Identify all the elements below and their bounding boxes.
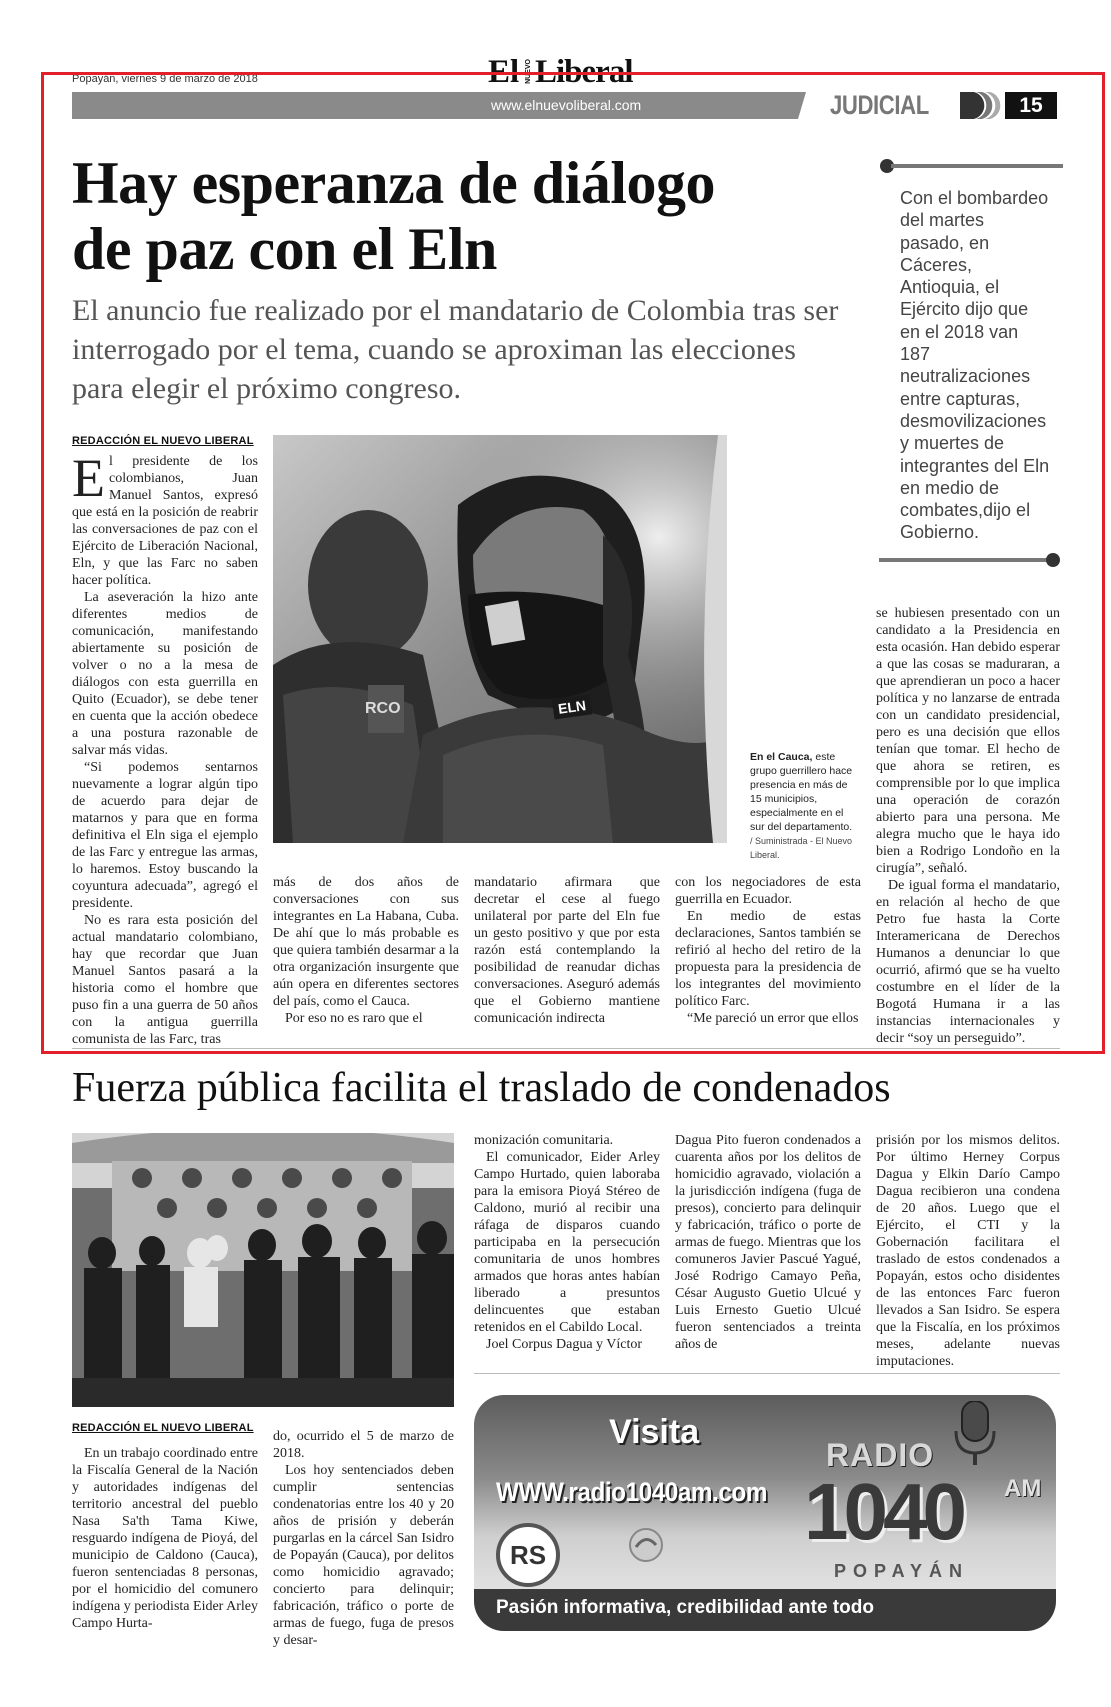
article1-column5 [876, 605, 1060, 1047]
ad-slogan: Pasión informativa, credibilidad ante todo [496, 1597, 874, 1618]
photo-caption [750, 750, 860, 862]
headline-line1: Hay esperanza de diálogo [72, 150, 715, 216]
patch-rco: RCO [365, 700, 401, 717]
sidebar-top-rule [879, 158, 1063, 174]
caption-lead: En el Cauca, [750, 751, 813, 763]
article1-paragraph: con los negociadores de esta guerrilla en Ecuador. [675, 875, 861, 907]
radio-ad[interactable] [474, 1395, 1056, 1631]
article2-paragraph: En un trabajo coordinado entre la Fiscalía General de la Nación y autoridades indígenas del territorio ancestral del pueblo Nasa Sa'th Tama Kiwe, resguardo indígena de Pioyá, del municipio de Caldono (Cauca), fueron sentenciadas 8 personas, por el homicidio del comunero indígena y periodista Eider Arley Campo Hurta- [72, 1446, 258, 1631]
page-number: 15 [1005, 92, 1057, 119]
page-date: Popayán, viernes 9 de marzo de 2018 [72, 73, 258, 85]
article2-paragraph: do, ocurrido el 5 de marzo de 2018. [273, 1429, 454, 1461]
microphone-icon [950, 1401, 1000, 1471]
article1-paragraph: mandatario afirmara que decretar el cese al fuego unilateral por parte del Eln fue un gesto positivo y que por esta razón está contemplando la posibilidad de reanudar dichas conversaciones. Aseguró además que el Gobierno mantiene comunicación indirecta [474, 875, 660, 1026]
article2-column5 [876, 1132, 1060, 1370]
article1-paragraph: l presidente de los colombianos, Juan Manuel Santos, expresó que está en la posición de reabrir las conversaciones de paz con el Ejército de Liberación Nacional, Eln, y que las Farc no saben hacer política. [72, 454, 258, 588]
article2-column3 [474, 1132, 660, 1353]
headline-line2: de paz con el Eln [72, 216, 497, 282]
caption-credit: / Suministrada - El Nuevo Liberal. [750, 836, 853, 860]
detainees-photo [72, 1133, 454, 1407]
article1-paragraph: “Me pareció un error que ellos [687, 1011, 859, 1026]
article-divider [72, 1048, 1060, 1049]
logo-nuevo: NUEVO [525, 59, 532, 84]
article1-paragraph: En medio de estas declaraciones, Santos también se refirió al hecho del retiro de la propuesta para la presidencia de los integrantes del movimiento político Farc. [675, 909, 861, 1009]
article1-paragraph: De igual forma el mandatario, en relación al hecho de que Petro fue hasta la Corte Interamericana de Derechos Humanos a denunciar lo que ocurrió, afirmó que se ha vuelto costumbre en el líder de la Bogotá Humana ir a las instancias internacionales y decir “soy un perseguido”. [876, 878, 1060, 1046]
article2-column1 [72, 1445, 258, 1632]
article1-paragraph: La aseveración la hizo ante diferentes medios de comunicación, manifestando abiertamente su posición de volver o no a la mesa de diálogos con esta guerrilla en Quito (Ecuador), se debe tener en cuenta que la acción obedece a una postura razonable de salvar más vidas. [72, 590, 258, 758]
ad-am: AM [1004, 1475, 1042, 1502]
article1-paragraph: se hubiesen presentado con un candidato a la Presidencia en esta ocasión. Han debido esperar a que las cosas se maduraran, a que aprendieran un poco a hacer política y no lanzarse de entrada con un candidato presidencial, pero es una decisión que ellos tenían que tomar. El hecho de que ahora se retiren, es comprensible por lo que implica una operación de corazón abierto para una persona. Me alegra mucho que le haya ido bien a Rodrigo Londoño en la cirugía”, señaló. [876, 606, 1060, 876]
article1-column2 [273, 874, 459, 1027]
article2-paragraph: Dagua Pito fueron condenados a cuarenta años por los delitos de homicidio agravado, violación a la jurisdicción indígena (fuga de presos), concierto para delinquir y fabricación, tráfico o porte de armas de fuego. Mientras que los comuneros Javier Pascué Yagué, José Rodrigo Camayo Peña, César Augusto Guetio Ulcué y Luis Ernesto Guetio Ulcué fueron sentenciados a treinta años de [675, 1133, 861, 1352]
article1-paragraph: “Si podemos sentarnos nuevamente a lograr algún tipo de acuerdo para dejar de matarnos y para que en forma definitiva el Eln siga el ejemplo de las Farc y entregue las armas, lo haremos. Estoy buscando la coyuntura adecuada”, agregó el presidente. [72, 760, 258, 911]
article2-paragraph: Joel Corpus Dagua y Víctor [486, 1337, 643, 1352]
brand-swirl-icon [628, 1527, 664, 1563]
article2-headline: Fuerza pública facilita el traslado de condenados [72, 1065, 891, 1111]
article1-byline: REDACCIÓN EL NUEVO LIBERAL [72, 435, 254, 447]
article1-subhead: El anuncio fue realizado por el mandatario de Colombia tras ser interrogado por el tema, cuando se aproximan las elecciones para elegir el próximo congreso. [72, 294, 839, 405]
photo-illustration [72, 1133, 454, 1407]
photo-illustration [273, 435, 727, 843]
ad-divider [474, 1373, 1060, 1374]
section-label: JUDICIAL [830, 90, 929, 120]
rs-logo: RS [496, 1523, 560, 1587]
ad-url[interactable]: WWW.radio1040am.com [496, 1477, 767, 1507]
article1-column1 [72, 448, 258, 1048]
article1-paragraph: Por eso no es raro que el [285, 1011, 423, 1026]
guerrilla-photo [273, 435, 727, 843]
article1-headline [72, 150, 715, 282]
article1-column4 [675, 874, 861, 1027]
caption-text: este grupo guerrillero hace presencia en más de 15 municipios, especialmente en el sur del departamento. [750, 751, 853, 833]
article2-column4 [675, 1132, 861, 1353]
logo-liberal: Liberal [535, 54, 633, 90]
patch-eln: ELN [552, 694, 592, 719]
logo-el: El [488, 54, 520, 90]
article2-paragraph: Los hoy sentenciados deben cumplir sentencias condenatorias entre los 40 y 20 años de prisión y deberán purgarlas en la cárcel San Isidro de Popayán (Cauca), por delitos como homicidio agravado; concierto para delinquir; fabricación, tráfico o porte de armas de fuego, fuga de presos y desar- [273, 1463, 454, 1648]
website-url[interactable]: www.elnuevoliberal.com [491, 97, 642, 113]
article1-paragraph: No es rara esta posición del actual mandatario colombiano, hay que recordar que Juan Manuel Santos pasará a la historia como el hombre que puso fin a una guerra de 50 años con la antigua guerrilla comunista de las Farc, tras [72, 913, 258, 1047]
article1-column3 [474, 874, 660, 1027]
ad-radio-word: RADIO [826, 1437, 935, 1473]
article2-column2 [273, 1428, 454, 1649]
sidebar-note: Con el bombardeo del martes pasado, en Cáceres, Antioquia, el Ejército dijo que en el 2018 van 187 neutralizaciones entre capturas, desmovilizaciones y muertes de integrantes del Eln en medio de combates,dijo el Gobierno. [900, 188, 1050, 543]
article2-paragraph: monización comunitaria. [474, 1133, 614, 1148]
article2-paragraph: El comunicador, Eider Arley Campo Hurtado, quien laboraba para la emisora Pioyá Stéreo de Caldono, murió al recibir una ráfaga de disparos cuando participaba en la persecución comunitaria de unos hombres armados que horas antes habían liberado a presuntos delincuentes que estaban retenidos en el Cabildo Local. [474, 1150, 660, 1335]
ad-frequency: 1040 [804, 1467, 962, 1556]
sidebar-bottom-rule [879, 552, 1063, 568]
article1-paragraph: más de dos años de conversaciones con sus integrantes en La Habana, Cuba. De ahí que lo más probable es que quiera también desarmar a la otra organización insurgente que aún opera en diferentes sectores del país, como el Cauca. [273, 875, 459, 1009]
article2-paragraph: prisión por los mismos delitos. Por último Herney Corpus Dagua y Elkin Darío Campo Dagua recibieron una condena de 20 años. Luego que el Ejército, el CTI y la Gobernación facilitara el traslado de estos condenados a Popayán, estos ocho disidentes de las entonces Farc fueron llevados a San Isidro. Se espera que la Fiscalía, en los próximos meses, adelante nuevas imputaciones. [876, 1133, 1060, 1369]
ad-visit: Visita [609, 1413, 700, 1451]
dropcap: E [72, 448, 105, 508]
ad-city: POPAYÁN [834, 1561, 970, 1581]
article2-byline: REDACCIÓN EL NUEVO LIBERAL [72, 1422, 254, 1434]
